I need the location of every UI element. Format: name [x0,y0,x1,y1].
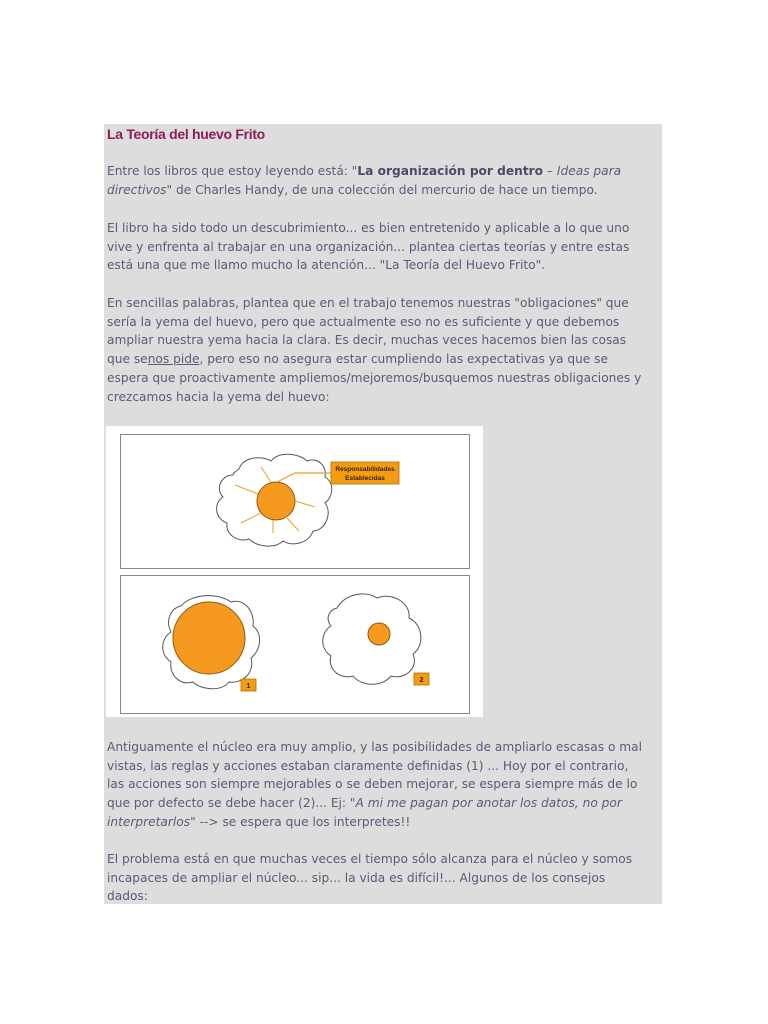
egg-yolk-small [368,623,390,645]
fried-egg-diagram [106,426,483,717]
document-title: La Teoría del huevo Frito [107,126,265,142]
label-1: 1 [246,683,251,690]
egg-responsibilities-svg [121,435,469,568]
paragraph-line: sería la yema del huevo, pero que actualmente eso no es suficiente y que debemos [107,314,620,329]
paragraph-line: directivos" de Charles Handy, de una colección del mercurio de hace un tiempo. [107,182,598,197]
paragraph-line: las acciones son siempre mejorables o se deben mejorar, se espera siempre más de lo [107,777,638,792]
paragraph-intro [107,162,662,199]
callout-text-line2: Establecidas [345,475,385,482]
paragraph-problem [107,850,662,904]
paragraph-line: incapaces de ampliar el núcleo... sip... la vida es difícil!... Algunos de los consejos [107,870,606,885]
document-page [104,124,662,904]
egg-comparison-svg [121,576,469,713]
diagram-panel-top [120,434,470,569]
paragraph-line: espera que proactivamente ampliemos/mejoremos/busquemos nuestras obligaciones y [107,370,642,385]
paragraph-line: está una que me llamo mucho la atención... "La Teoría del Huevo Frito". [107,258,546,273]
paragraph-line: El libro ha sido todo un descubrimiento... es bien entretenido y aplicable a lo que uno [107,221,630,235]
paragraph-line: crezcamos hacia la yema del huevo: [107,389,330,404]
example-quote: A mi me pagan por anotar los datos, no por [355,796,622,811]
paragraph-line: vive y enfrenta al trabajar en una organización... plantea ciertas teorías y entre estas [107,239,630,254]
paragraph-line: En sencillas palabras, plantea que en el trabajo tenemos nuestras "obligaciones" que [107,296,629,310]
paragraph-theory [107,294,662,406]
paragraph-discovery [107,219,662,275]
callout-text-line1: Responsabilidades [335,466,395,473]
paragraph-line: que senos pide, pero eso no asegura estar cumpliendo las expectativas ya que se [107,352,609,367]
underlined-text: nos pide [147,352,200,367]
paragraph-line: que por defecto se debe hacer (2)... Ej: "A mi me pagan por anotar los datos, no por [107,796,622,811]
label-2: 2 [419,677,424,684]
diagram-panel-bottom [120,575,470,714]
book-title: La organización por dentro [357,164,544,178]
egg-yolk-large [173,602,245,674]
paragraph-line: interpretarlos" --> se espera que los interpretes!! [107,814,411,829]
paragraph-line: Entre los libros que estoy leyendo está: "La organización por dentro – Ideas para [107,164,622,178]
paragraph-line: dados: [107,889,148,904]
paragraph-line: ampliar nuestra yema hacia la clara. Es decir, muchas veces hacemos bien las cosas [107,333,627,348]
paragraph-line: Antiguamente el núcleo era muy amplio, y las posibilidades de ampliarlo escasas o mal [107,740,643,754]
egg-yolk [257,482,295,520]
paragraph-line: vistas, las reglas y acciones estaban claramente definidas (1) ... Hoy por el contrario, [107,758,629,773]
paragraph-explanation [107,738,662,832]
paragraph-line: El problema está en que muchas veces el tiempo sólo alcanza para el núcleo y somos [107,852,633,866]
